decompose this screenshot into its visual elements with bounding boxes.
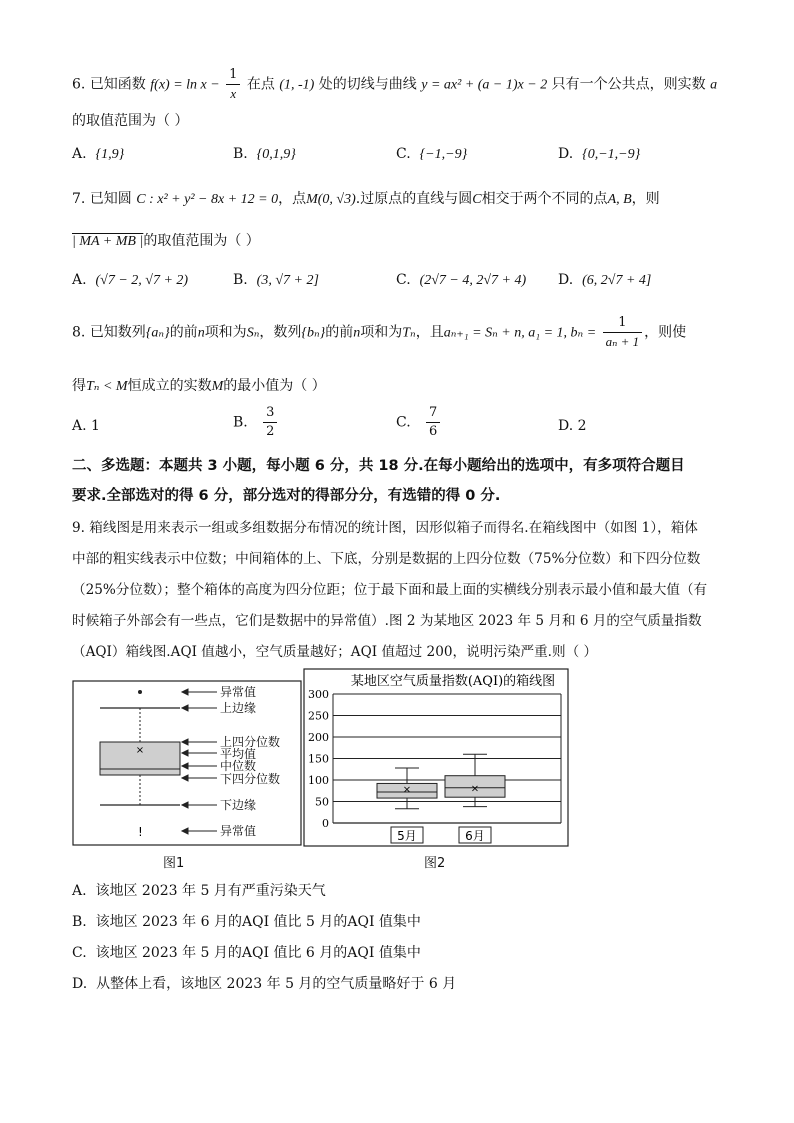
label-upper-edge: 上边缘 xyxy=(220,701,257,715)
q7-circle-equation: C : x² + y² − 8x + 12 = 0 xyxy=(136,192,279,207)
q7-option-a[interactable]: A. (√7 − 2, √7 + 2) xyxy=(72,272,189,288)
q6-point: (1, -1) xyxy=(279,77,315,93)
chart-frame xyxy=(304,669,568,846)
q6-function: f(x) = ln x − xyxy=(150,77,220,93)
q7-line1: 7. 已知圆 C : x² + y² − 8x + 12 = 0，点M(0, √3).过原点的直线与圆C相交于两个不同的点A, B，则 xyxy=(72,191,660,207)
q6-option-d[interactable]: D. {0,−1,−9} xyxy=(558,146,641,162)
section2-heading-line2: 要求.全部选对的得 6 分，部分选对的得部分分，有选错的得 0 分. xyxy=(72,488,501,504)
q9-option-d[interactable]: D. 从整体上看，该地区 2023 年 5 月的空气质量略好于 6 月 xyxy=(72,976,457,992)
chart-title: 某地区空气质量指数(AQI)的箱线图 xyxy=(350,674,556,689)
mean-marker: × xyxy=(402,784,412,796)
q6-line2: 的取值范围为（ ） xyxy=(72,113,189,129)
q7-option-c[interactable]: C. (2√7 − 4, 2√7 + 4) xyxy=(396,272,527,288)
q7-number: 7. xyxy=(72,191,86,207)
q6-text: 已知函数 xyxy=(89,76,146,93)
q9-line3: （25%分位数）；整个箱体的高度为四分位距；位于最下面和最上面的实横线分别表示最小值和最大值（有 xyxy=(72,582,708,598)
section2-heading-line1: 二、多选题：本题共 3 小题，每小题 6 分，共 18 分.在每小题给出的选项中，有多项符合题目 xyxy=(72,458,685,474)
q6-option-a[interactable]: A. {1,9} xyxy=(72,146,125,162)
y-tick-label-100: 100 xyxy=(308,774,329,787)
q9-line1: 9. 箱线图是用来表示一组或多组数据分布情况的统计图，因形似箱子而得名.在箱线图中（如图 1），箱体 xyxy=(72,520,698,536)
y-tick-label-250: 250 xyxy=(308,709,329,723)
q8-option-b[interactable]: B. $\frac{3}{2}$ xyxy=(233,404,279,441)
mean-marker: × xyxy=(470,783,480,795)
label-upper-quartile: 上四分位数 xyxy=(220,735,281,749)
q7-option-d[interactable]: D. (6, 2√7 + 4] xyxy=(558,272,652,288)
lower-outlier-mark: ! xyxy=(138,825,143,839)
q9-option-b[interactable]: B. 该地区 2023 年 6 月的AQI 值比 5 月的AQI 值集中 xyxy=(72,914,421,930)
y-tick-label-200: 200 xyxy=(308,731,329,744)
q7-point-m: M(0, √3) xyxy=(306,192,356,207)
q7-vector-expression: | MA + MB | xyxy=(72,234,144,249)
x-label-text: 5月 xyxy=(397,829,417,843)
q6-option-c[interactable]: C. {−1,−9} xyxy=(396,146,468,162)
q8-option-c[interactable]: C. $\frac{7}{6}$ xyxy=(396,404,442,441)
q9-option-c[interactable]: C. 该地区 2023 年 5 月的AQI 值比 6 月的AQI 值集中 xyxy=(72,945,421,961)
upper-outlier-dot xyxy=(138,690,142,694)
q8-number: 8. xyxy=(72,324,86,341)
q9-line5: （AQI）箱线图.AQI 值越小，空气质量越好；AQI 值超过 200，说明污染严重.则（ ） xyxy=(72,644,598,660)
q6-option-b[interactable]: B. {0,1,9} xyxy=(233,146,296,162)
q8-line1: 8. 已知数列{aₙ}的前n项和为Sₙ，数列{bₙ}的前n项和为Tₙ，且aₙ₊₁ = Sₙ + n, a₁ = 1, bₙ = $\frac{1}{\text{aₙ + 1}}$ ，则使 xyxy=(72,315,687,349)
x-label-5月 xyxy=(391,827,423,843)
figure-1-caption: 图1 xyxy=(163,856,185,871)
y-tick-label-150: 150 xyxy=(308,752,329,766)
q7-line2: | MA + MB |的取值范围为（ ） xyxy=(72,233,260,249)
q8-option-d[interactable]: D. 2 xyxy=(558,418,587,434)
q9-line2: 中部的粗实线表示中位数；中间箱体的上、下底，分别是数据的上四分位数（75%分位数）和下四分位数 xyxy=(72,551,701,567)
q8-line2: 得Tₙ < M恒成立的实数M的最小值为（ ） xyxy=(72,378,326,394)
q9-option-a[interactable]: A. 该地区 2023 年 5 月有严重污染天气 xyxy=(72,883,326,899)
y-tick-label-50: 50 xyxy=(315,795,329,809)
y-tick-label-0: 0 xyxy=(322,817,329,830)
label-lower-outlier: 异常值 xyxy=(220,824,257,838)
label-upper-outlier: 异常值 xyxy=(220,685,257,699)
label-lower-edge: 下边缘 xyxy=(220,798,257,812)
label-mean: 平均值 xyxy=(220,747,257,761)
q6-number: 6. xyxy=(72,76,86,93)
q8-recurrence: aₙ₊₁ = Sₙ + n, a₁ = 1, bₙ = xyxy=(443,325,597,341)
q8-option-a[interactable]: A. 1 xyxy=(72,418,100,434)
q6-curve: y = ax² + (a − 1)x − 2 xyxy=(421,77,548,93)
mean-marker: × xyxy=(135,745,145,756)
q8-fraction: $\frac{1}{\text{aₙ + 1}}$ xyxy=(603,314,643,351)
label-lower-quartile: 下四分位数 xyxy=(220,772,281,786)
q9-line4: 时候箱子外部会有一些点，它们是数据中的异常值）.图 2 为某地区 2023 年 5 月和 6 月的空气质量指数 xyxy=(72,613,702,629)
x-label-text: 6月 xyxy=(465,829,485,843)
q6-line1: 6. 已知函数 f(x) = ln x − $\frac{1}{x}$ 在点 (1, -1) 处的切线与曲线 y = ax² + (a − 1)x − 2 只有一个公共点，则实数 a xyxy=(72,67,718,101)
label-median: 中位数 xyxy=(220,759,257,773)
q7-option-b[interactable]: B. (3, √7 + 2] xyxy=(233,272,319,288)
figure-2-aqi-boxplot-chart xyxy=(303,668,569,848)
x-label-6月 xyxy=(459,827,491,843)
figure-1-boxplot-diagram xyxy=(72,680,302,848)
figure-2-caption: 图2 xyxy=(424,856,446,871)
q6-fraction: $\frac{1}{x}$ xyxy=(226,66,240,103)
y-tick-label-300: 300 xyxy=(308,688,329,701)
